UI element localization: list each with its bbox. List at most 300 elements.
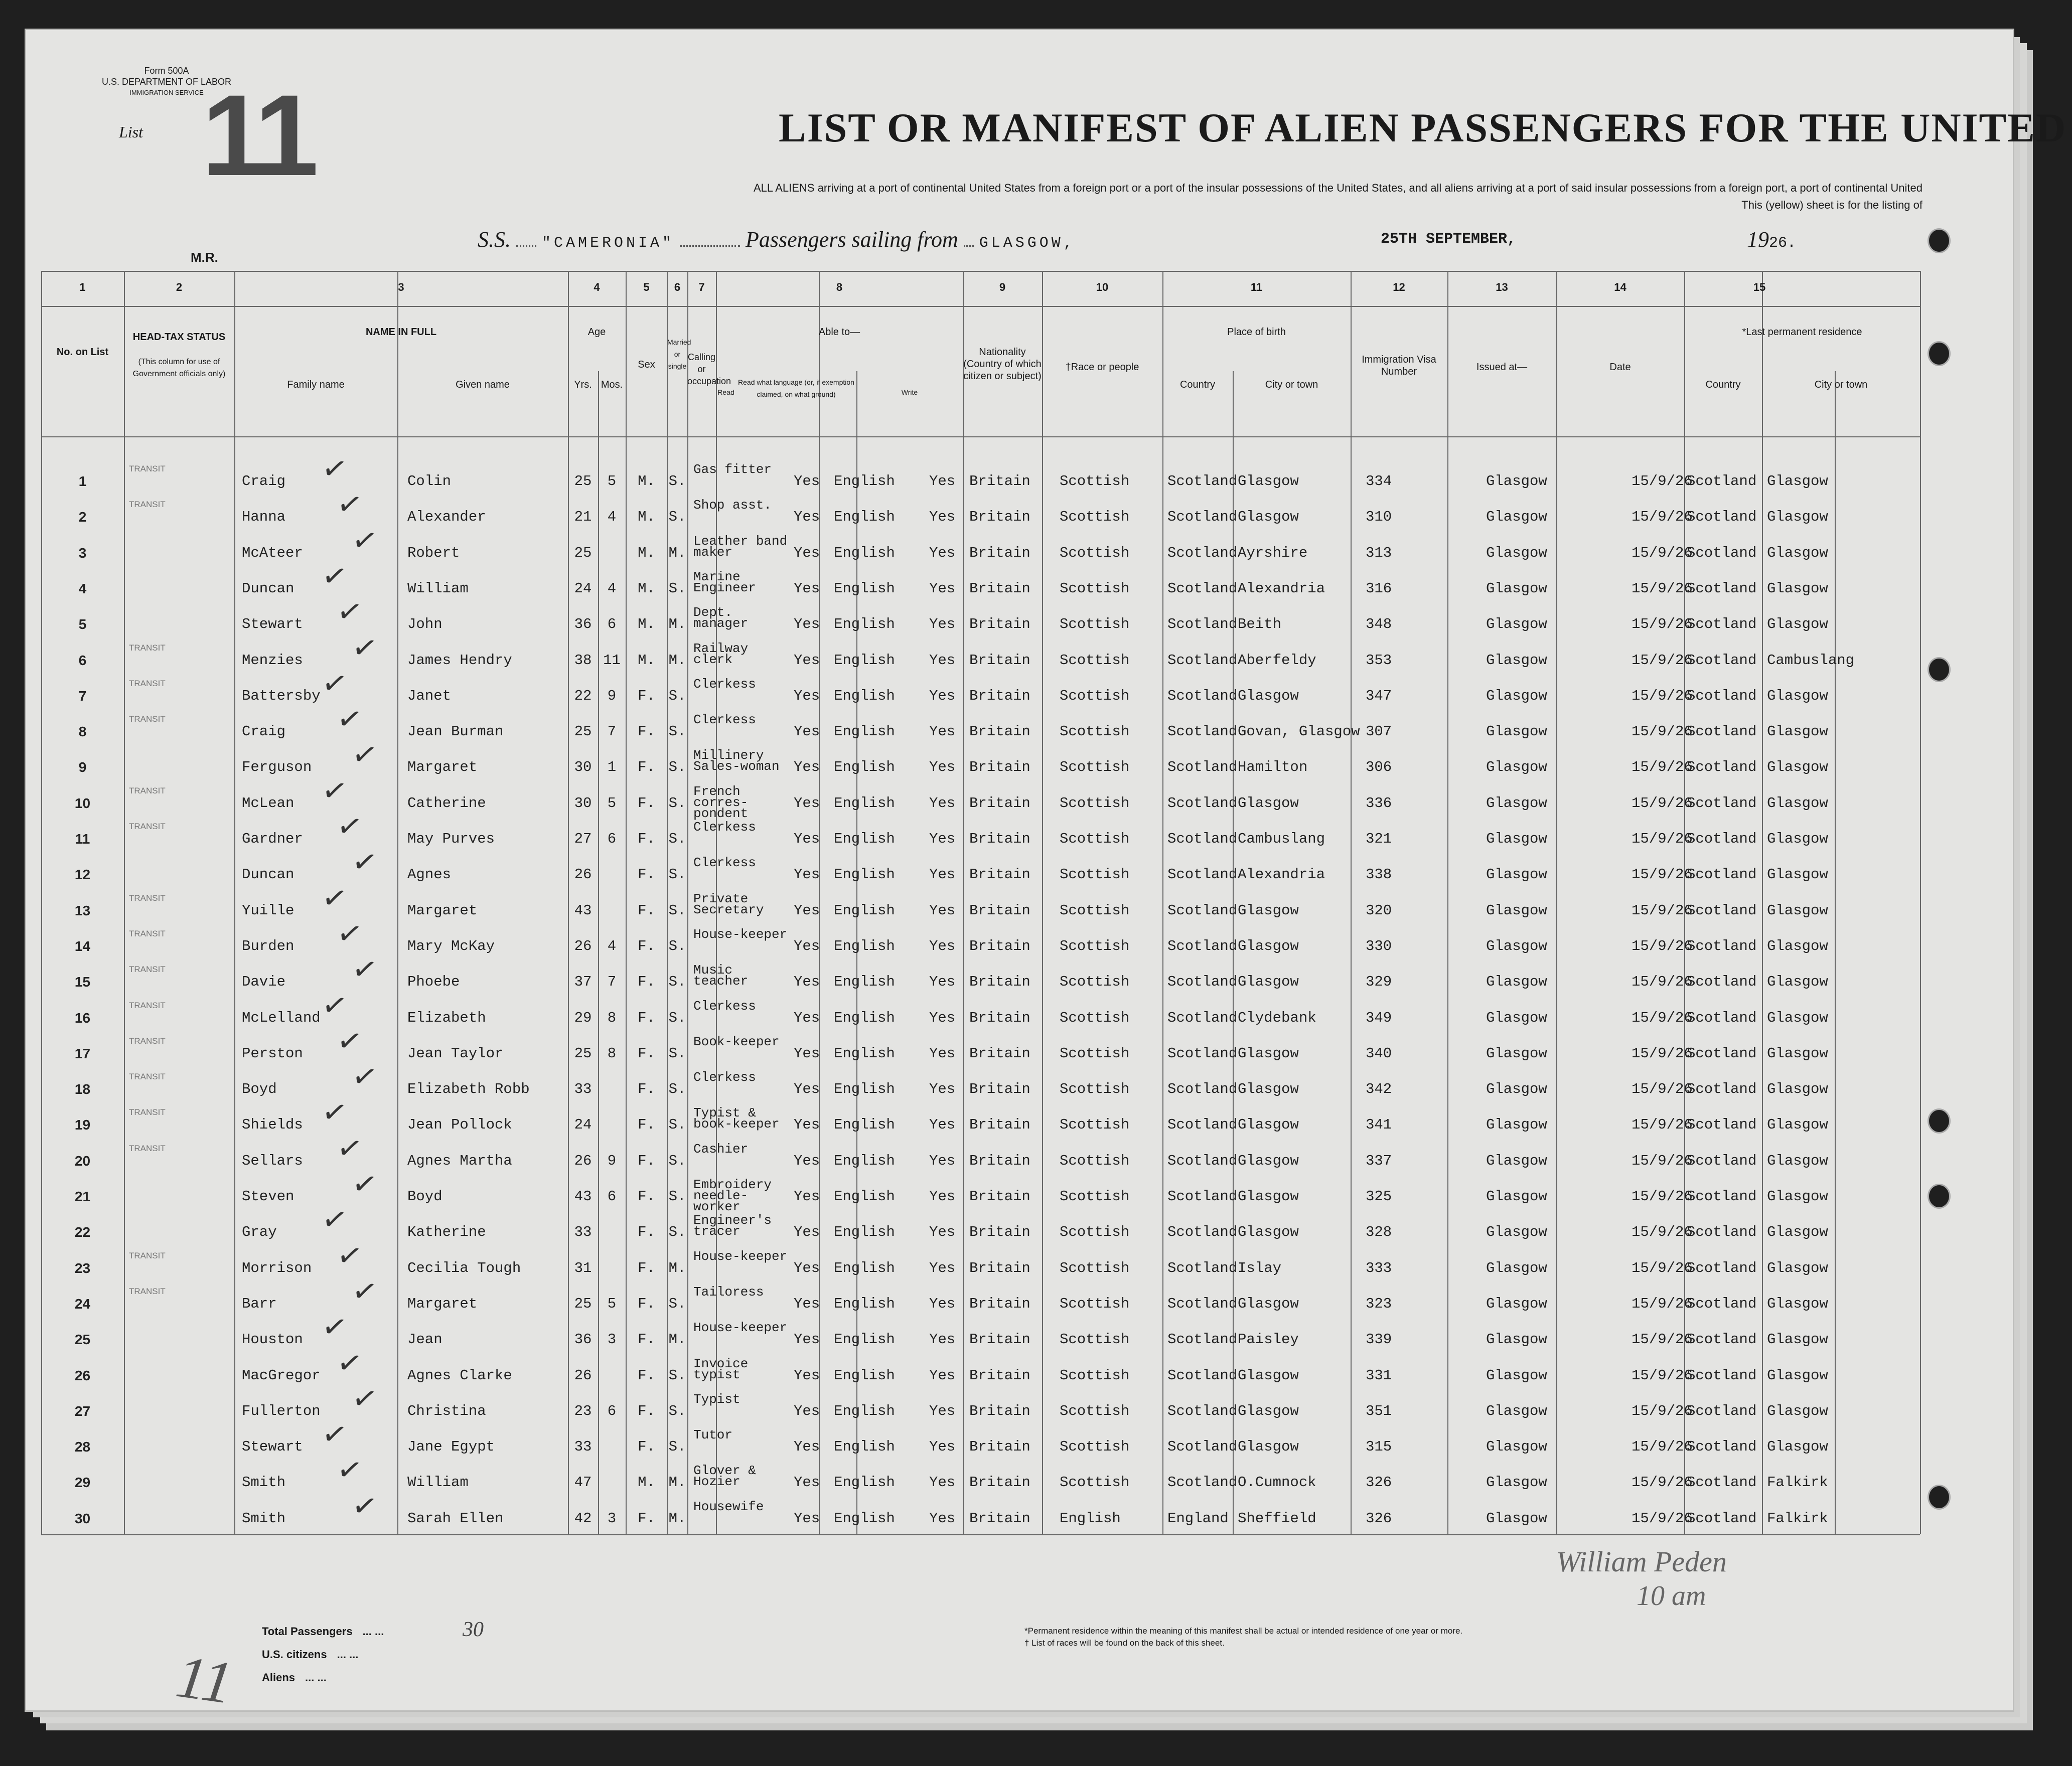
cell-bcountry: Scotland	[1167, 580, 1238, 597]
cell-write: Yes	[929, 544, 956, 561]
head-tax-status: TRANSIT	[129, 500, 166, 510]
cell-rcountry: Scotland	[1687, 1367, 1757, 1384]
cell-date: 15/9/26	[1632, 509, 1693, 526]
cell-given: Jean Burman	[407, 723, 504, 740]
punch-hole-icon	[1928, 1108, 1951, 1134]
cell-bcountry: Scotland	[1167, 1259, 1238, 1276]
cell-bcountry: Scotland	[1167, 974, 1238, 991]
cell-issued: Glasgow	[1486, 723, 1547, 740]
cell-visa: 329	[1366, 974, 1392, 991]
cell-family: Stewart	[242, 1438, 303, 1456]
cell-sex: F.	[638, 1045, 655, 1062]
header-nationality: Nationality (Country of which citizen or subject)	[963, 347, 1042, 382]
cell-mos: 6	[607, 616, 617, 633]
cell-rcity: Glasgow	[1767, 509, 1828, 526]
column-number: 8	[836, 281, 843, 293]
cell-lang: English	[834, 1510, 895, 1527]
cell-nat: Britain	[969, 866, 1030, 883]
cell-bcity: Glasgow	[1238, 1045, 1299, 1062]
aliens-label: Aliens	[262, 1671, 295, 1684]
cell-given: Margaret	[407, 1295, 478, 1312]
check-mark-icon: ✓	[349, 951, 380, 989]
cell-nat: Britain	[969, 1295, 1030, 1312]
footnotes	[1024, 1625, 1462, 1649]
cell-no: 1	[78, 473, 87, 489]
cell-given: Agnes Clarke	[407, 1367, 512, 1384]
punch-hole-icon	[1928, 228, 1951, 253]
cell-race: Scottish	[1060, 723, 1130, 740]
sailing-date: 25TH SEPTEMBER,	[1381, 231, 1517, 248]
cell-write: Yes	[929, 509, 956, 526]
cell-nat: Britain	[969, 1224, 1030, 1241]
cell-lang: English	[834, 1295, 895, 1312]
cell-lang: English	[834, 723, 895, 740]
cell-given: Elizabeth	[407, 1009, 486, 1026]
cell-yrs: 26	[574, 1152, 592, 1169]
cell-visa: 326	[1366, 1510, 1392, 1527]
cell-write: Yes	[929, 1116, 956, 1134]
head-tax-status: TRANSIT	[129, 1250, 166, 1260]
cell-date: 15/9/26	[1632, 616, 1693, 633]
check-mark-icon: ✓	[319, 879, 350, 917]
sailing-port: GLASGOW,	[979, 235, 1076, 252]
cell-sex: F.	[638, 902, 655, 919]
cell-read: Yes	[794, 1188, 820, 1205]
cell-race: Scottish	[1060, 652, 1130, 669]
cell-occ: Cashier	[693, 1141, 749, 1157]
cell-no: 23	[74, 1260, 91, 1276]
cell-rcity: Glasgow	[1767, 687, 1828, 704]
cell-read: Yes	[794, 1224, 820, 1241]
cell-mos: 5	[607, 794, 617, 812]
cell-nat: Britain	[969, 759, 1030, 776]
cell-nat: Britain	[969, 1009, 1030, 1026]
cell-rcountry: Scotland	[1687, 1009, 1757, 1026]
cell-occ: House-keeper	[693, 926, 788, 942]
list-number-stamp: 11	[202, 71, 314, 200]
column-number: 1	[79, 281, 86, 293]
cell-issued: Glasgow	[1486, 544, 1547, 561]
cell-yrs: 31	[574, 1259, 592, 1276]
cell-write: Yes	[929, 794, 956, 812]
cell-lang: English	[834, 937, 895, 954]
cell-rcountry: Scotland	[1687, 1045, 1757, 1062]
page-title: LIST OR MANIFEST OF ALIEN PASSENGERS FOR THE UNITED	[779, 105, 2067, 150]
cell-family: Craig	[242, 723, 286, 740]
head-tax-status: TRANSIT	[129, 928, 166, 938]
cell-nat: Britain	[969, 1045, 1030, 1062]
cell-ms: S.	[668, 1152, 686, 1169]
column-rule	[1162, 271, 1163, 1534]
header-date: Date	[1609, 362, 1631, 373]
header-age: Age	[587, 327, 606, 338]
cell-write: Yes	[929, 1438, 956, 1456]
cell-sex: F.	[638, 723, 655, 740]
cell-read: Yes	[794, 937, 820, 954]
cell-ms: S.	[668, 1188, 686, 1205]
cell-sex: M.	[638, 616, 655, 633]
cell-mos: 8	[607, 1009, 617, 1026]
cell-ms: S.	[668, 1081, 686, 1098]
cell-sex: F.	[638, 1116, 655, 1134]
cell-mos: 3	[607, 1510, 617, 1527]
cell-family: Sellars	[242, 1152, 303, 1169]
cell-given: William	[407, 1474, 469, 1491]
cell-no: 19	[74, 1117, 91, 1133]
cell-occ: Clerkess	[693, 820, 756, 835]
cell-read: Yes	[794, 1367, 820, 1384]
head-tax-status: TRANSIT	[129, 893, 166, 903]
cell-no: 7	[78, 688, 87, 704]
cell-issued: Glasgow	[1486, 937, 1547, 954]
cell-rcountry: Scotland	[1687, 1188, 1757, 1205]
cell-race: Scottish	[1060, 1116, 1130, 1134]
column-rule	[1762, 271, 1763, 1534]
subtitle-line-2: This (yellow) sheet is for the listing of	[1741, 199, 1922, 211]
header-visa-number: Immigration Visa Number	[1362, 354, 1436, 377]
cell-rcountry: Scotland	[1687, 1402, 1757, 1419]
cell-nat: Britain	[969, 509, 1030, 526]
cell-given: William	[407, 580, 469, 597]
cell-rcity: Glasgow	[1767, 1009, 1828, 1026]
cell-occ: Leather band maker	[693, 533, 788, 560]
cell-yrs: 42	[574, 1510, 592, 1527]
cell-yrs: 36	[574, 1331, 592, 1348]
cell-issued: Glasgow	[1486, 1474, 1547, 1491]
cell-given: Cecilia Tough	[407, 1259, 521, 1276]
column-rule	[1920, 271, 1921, 1534]
cell-occ: Book-keeper	[693, 1034, 780, 1049]
cell-family: Battersby	[242, 687, 321, 704]
cell-family: Boyd	[242, 1081, 277, 1098]
cell-rcity: Glasgow	[1767, 1045, 1828, 1062]
cell-family: Craig	[242, 473, 286, 490]
cell-yrs: 25	[574, 1045, 592, 1062]
check-mark-icon: ✓	[349, 522, 380, 559]
cell-write: Yes	[929, 974, 956, 991]
cell-ms: M.	[668, 1331, 686, 1348]
cell-lang: English	[834, 544, 895, 561]
check-mark-icon: ✓	[334, 701, 365, 738]
cell-read: Yes	[794, 473, 820, 490]
cell-issued: Glasgow	[1486, 794, 1547, 812]
cell-given: Catherine	[407, 794, 486, 812]
cell-bcountry: Scotland	[1167, 687, 1238, 704]
cell-bcity: Glasgow	[1238, 1295, 1299, 1312]
check-mark-icon: ✓	[349, 1273, 380, 1310]
cell-yrs: 33	[574, 1081, 592, 1098]
cell-occ: French corres-pondent	[693, 783, 749, 821]
cell-bcountry: Scotland	[1167, 509, 1238, 526]
cell-bcity: Islay	[1238, 1259, 1282, 1276]
cell-read: Yes	[794, 1152, 820, 1169]
cell-date: 15/9/26	[1632, 473, 1693, 490]
header-name-in-full: NAME IN FULL	[365, 327, 437, 338]
cell-given: Margaret	[407, 759, 478, 776]
cell-race: English	[1060, 1510, 1121, 1527]
cell-lang: English	[834, 652, 895, 669]
cell-given: Christina	[407, 1402, 486, 1419]
cell-yrs: 33	[574, 1438, 592, 1456]
check-mark-icon: ✓	[319, 558, 350, 595]
cell-nat: Britain	[969, 831, 1030, 847]
cell-lang: English	[834, 1116, 895, 1134]
cell-family: MacGregor	[242, 1367, 321, 1384]
header-last-residence: *Last permanent residence	[1742, 327, 1862, 338]
cell-bcity: Glasgow	[1238, 509, 1299, 526]
cell-date: 15/9/26	[1632, 1152, 1693, 1169]
cell-issued: Glasgow	[1486, 1009, 1547, 1026]
cell-occ: Tutor	[693, 1427, 733, 1443]
cell-occ: Typist	[693, 1391, 741, 1407]
cell-visa: 334	[1366, 473, 1392, 490]
check-mark-icon: ✓	[334, 1130, 365, 1167]
cell-ms: S.	[668, 831, 686, 847]
cell-race: Scottish	[1060, 759, 1130, 776]
cell-bcountry: Scotland	[1167, 759, 1238, 776]
cell-nat: Britain	[969, 1259, 1030, 1276]
cell-sex: F.	[638, 1331, 655, 1348]
cell-bcity: Alexandria	[1238, 580, 1325, 597]
cell-ms: S.	[668, 794, 686, 812]
cell-ms: S.	[668, 759, 686, 776]
cell-rcountry: Scotland	[1687, 759, 1757, 776]
ship-name: "CAMERONIA"	[542, 235, 675, 252]
cell-rcountry: Scotland	[1687, 1224, 1757, 1241]
cell-sex: F.	[638, 866, 655, 883]
handwritten-time: 10 am	[1637, 1580, 1706, 1612]
cell-bcountry: Scotland	[1167, 652, 1238, 669]
cell-ms: S.	[668, 1367, 686, 1384]
cell-rcountry: Scotland	[1687, 1295, 1757, 1312]
cell-mos: 5	[607, 1295, 617, 1312]
cell-yrs: 36	[574, 616, 592, 633]
cell-yrs: 22	[574, 687, 592, 704]
cell-race: Scottish	[1060, 1438, 1130, 1456]
cell-rcountry: Scotland	[1687, 580, 1757, 597]
cell-occ: Typist & book-keeper	[693, 1105, 780, 1132]
cell-issued: Glasgow	[1486, 687, 1547, 704]
header-read-language: Read what language (or, if exemption claimed, on what ground)	[738, 378, 854, 398]
cell-no: 17	[74, 1045, 91, 1061]
cell-ms: S.	[668, 1224, 686, 1241]
cell-no: 28	[74, 1439, 91, 1455]
punch-hole-icon	[1928, 1485, 1951, 1510]
cell-bcity: Glasgow	[1238, 473, 1299, 490]
cell-date: 15/9/26	[1632, 831, 1693, 847]
cell-race: Scottish	[1060, 866, 1130, 883]
cell-date: 15/9/26	[1632, 1081, 1693, 1098]
cell-read: Yes	[794, 902, 820, 919]
cell-given: John	[407, 616, 442, 633]
head-tax-status: TRANSIT	[129, 1072, 166, 1082]
cell-lang: English	[834, 1224, 895, 1241]
footnote-races: † List of races will be found on the back of this sheet.	[1024, 1638, 1225, 1648]
cell-issued: Glasgow	[1486, 1188, 1547, 1205]
cell-family: Stewart	[242, 616, 303, 633]
cell-race: Scottish	[1060, 794, 1130, 812]
cell-write: Yes	[929, 652, 956, 669]
cell-read: Yes	[794, 687, 820, 704]
cell-read: Yes	[794, 616, 820, 633]
cell-rcountry: Scotland	[1687, 1152, 1757, 1169]
cell-lang: English	[834, 509, 895, 526]
cell-rcity: Glasgow	[1767, 937, 1828, 954]
cell-race: Scottish	[1060, 1081, 1130, 1098]
cell-mos: 5	[607, 473, 617, 490]
cell-write: Yes	[929, 580, 956, 597]
cell-sex: F.	[638, 1402, 655, 1419]
column-rule	[1042, 271, 1043, 1534]
cell-visa: 348	[1366, 616, 1392, 633]
cell-rcity: Glasgow	[1767, 544, 1828, 561]
cell-bcountry: Scotland	[1167, 1331, 1238, 1348]
column-number: 5	[643, 281, 650, 293]
cell-ms: M.	[668, 544, 686, 561]
cell-bcountry: England	[1167, 1510, 1229, 1527]
cell-sex: M.	[638, 544, 655, 561]
cell-given: Sarah Ellen	[407, 1510, 504, 1527]
check-mark-icon: ✓	[334, 1022, 365, 1060]
cell-visa: 339	[1366, 1331, 1392, 1348]
cell-bcountry: Scotland	[1167, 831, 1238, 847]
cell-family: Duncan	[242, 866, 294, 883]
cell-issued: Glasgow	[1486, 1510, 1547, 1527]
cell-rcity: Glasgow	[1767, 580, 1828, 597]
cell-issued: Glasgow	[1486, 866, 1547, 883]
cell-ms: S.	[668, 1402, 686, 1419]
cell-issued: Glasgow	[1486, 1367, 1547, 1384]
cell-sex: F.	[638, 759, 655, 776]
cell-yrs: 26	[574, 866, 592, 883]
check-mark-icon: ✓	[349, 1380, 380, 1417]
cell-rcity: Glasgow	[1767, 1402, 1828, 1419]
cell-nat: Britain	[969, 1402, 1030, 1419]
check-mark-icon: ✓	[319, 665, 350, 702]
cell-visa: 316	[1366, 580, 1392, 597]
cell-yrs: 25	[574, 1295, 592, 1312]
cell-sex: M.	[638, 652, 655, 669]
manifest-sheet	[26, 30, 2067, 1717]
cell-race: Scottish	[1060, 509, 1130, 526]
cell-no: 18	[74, 1081, 91, 1097]
cell-mos: 11	[603, 652, 621, 669]
cell-given: Robert	[407, 544, 460, 561]
header-birth-country: Country	[1179, 379, 1216, 390]
cell-write: Yes	[929, 902, 956, 919]
check-mark-icon: ✓	[334, 486, 365, 524]
cell-bcountry: Scotland	[1167, 1188, 1238, 1205]
cell-yrs: 25	[574, 544, 592, 561]
header-sex: Sex	[638, 359, 655, 370]
cell-rcountry: Scotland	[1687, 831, 1757, 847]
cell-race: Scottish	[1060, 1331, 1130, 1348]
cell-yrs: 30	[574, 759, 592, 776]
cell-yrs: 25	[574, 723, 592, 740]
cell-rcity: Falkirk	[1767, 1510, 1828, 1527]
cell-given: Jean	[407, 1331, 442, 1348]
column-number: 13	[1496, 281, 1508, 293]
head-tax-status: TRANSIT	[129, 464, 166, 473]
cell-lang: English	[834, 1402, 895, 1419]
cell-yrs: 25	[574, 473, 592, 490]
cell-nat: Britain	[969, 723, 1030, 740]
cell-rcity: Glasgow	[1767, 723, 1828, 740]
header-residence-country: Country	[1705, 379, 1741, 390]
cell-given: James Hendry	[407, 652, 512, 669]
cell-no: 30	[74, 1510, 91, 1526]
cell-write: Yes	[929, 866, 956, 883]
column-rule	[1556, 271, 1557, 1534]
check-mark-icon: ✓	[334, 1237, 365, 1274]
column-number: 10	[1096, 281, 1109, 293]
table-rule	[41, 271, 1920, 272]
cell-visa: 321	[1366, 831, 1392, 847]
table-rule	[41, 1534, 1920, 1535]
service: IMMIGRATION SERVICE	[129, 89, 204, 96]
column-rule	[963, 271, 964, 1534]
header-able-to: Able to—	[818, 327, 860, 338]
cell-occ: Glover & Hozier	[693, 1463, 756, 1490]
punch-hole-icon	[1928, 657, 1951, 682]
cell-ms: S.	[668, 902, 686, 919]
cell-lang: English	[834, 1474, 895, 1491]
cell-rcountry: Scotland	[1687, 616, 1757, 633]
cell-ms: S.	[668, 1116, 686, 1134]
cell-yrs: 21	[574, 509, 592, 526]
cell-write: Yes	[929, 1402, 956, 1419]
cell-bcountry: Scotland	[1167, 473, 1238, 490]
cell-occ: Tailoress	[693, 1284, 764, 1300]
subtitle-line-1: ALL ALIENS arriving at a port of continental United States from a foreign port or a port of the insular possessions of the United States, and all aliens arriving at a port of said insular possessions from a foreign port, a port of continental United	[753, 182, 1922, 194]
cell-issued: Glasgow	[1486, 1259, 1547, 1276]
cell-lang: English	[834, 1188, 895, 1205]
cell-date: 15/9/26	[1632, 580, 1693, 597]
cell-family: Perston	[242, 1045, 303, 1062]
cell-date: 15/9/26	[1632, 1510, 1693, 1527]
year-prefix: 19	[1747, 227, 1769, 252]
cell-no: 22	[74, 1224, 91, 1240]
column-number: 15	[1753, 281, 1766, 293]
check-mark-icon: ✓	[334, 1344, 365, 1382]
cell-visa: 328	[1366, 1224, 1392, 1241]
cell-date: 15/9/26	[1632, 1045, 1693, 1062]
check-mark-icon: ✓	[349, 736, 380, 774]
cell-bcity: Glasgow	[1238, 937, 1299, 954]
cell-read: Yes	[794, 544, 820, 561]
cell-issued: Glasgow	[1486, 1081, 1547, 1098]
cell-bcity: Aberfeldy	[1238, 652, 1316, 669]
cell-visa: 349	[1366, 1009, 1392, 1026]
cell-mos: 6	[607, 831, 617, 847]
header-no-on-list: No. on List	[56, 347, 109, 358]
check-mark-icon: ✓	[319, 1201, 350, 1239]
cell-issued: Glasgow	[1486, 580, 1547, 597]
cell-sex: F.	[638, 1009, 655, 1026]
cell-read: Yes	[794, 794, 820, 812]
cell-occ: Clerkess	[693, 712, 756, 728]
cell-bcity: Beith	[1238, 616, 1282, 633]
cell-bcountry: Scotland	[1167, 1045, 1238, 1062]
cell-mos: 4	[607, 580, 617, 597]
cell-issued: Glasgow	[1486, 902, 1547, 919]
cell-bcity: Glasgow	[1238, 974, 1299, 991]
header-head-tax: HEAD-TAX STATUS	[132, 332, 226, 343]
cell-race: Scottish	[1060, 1224, 1130, 1241]
cell-family: McAteer	[242, 544, 303, 561]
cell-family: McLelland	[242, 1009, 321, 1026]
cell-no: 20	[74, 1153, 91, 1169]
